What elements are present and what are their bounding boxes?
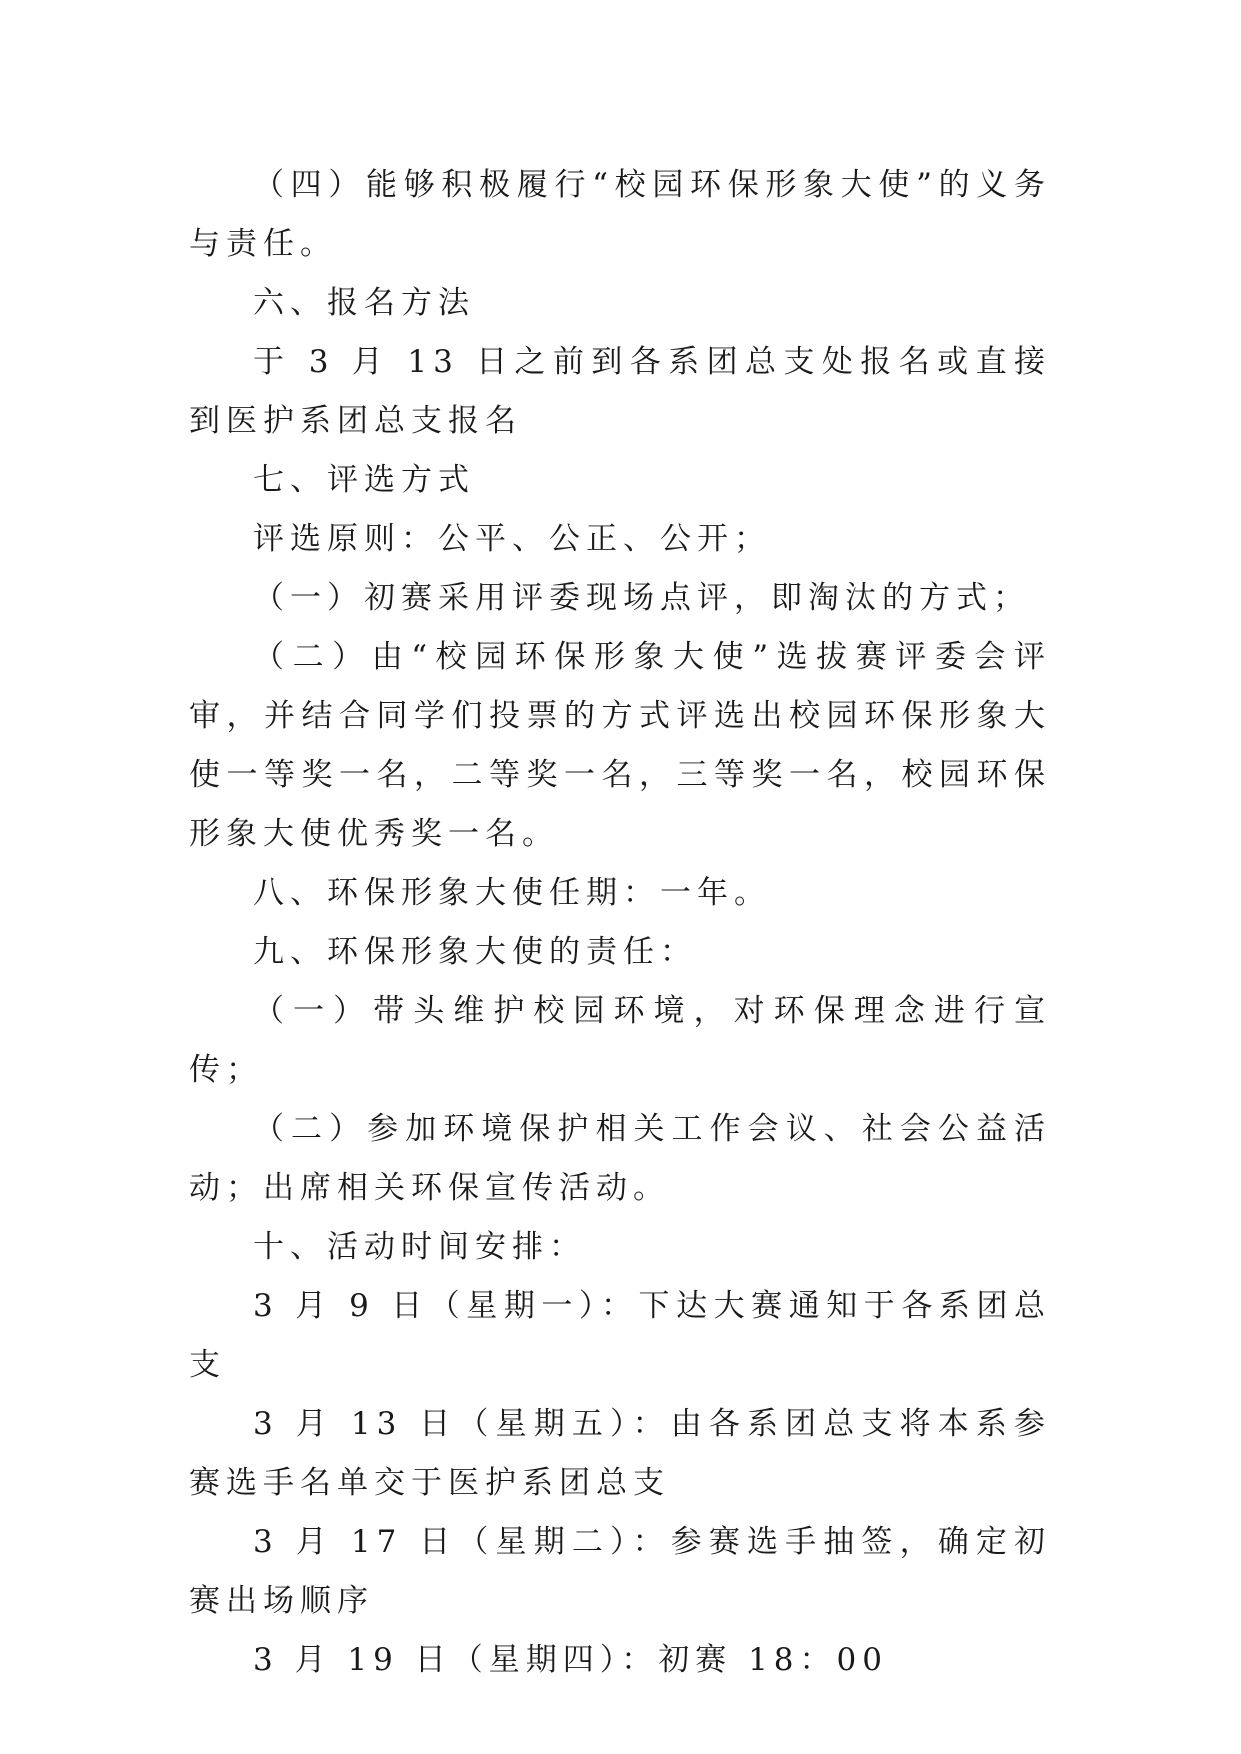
heading-registration-method: 六、报名方法 [253,285,475,321]
schedule-item: 3 月 19 日（星期四）：初赛 18：00 [253,1642,888,1678]
paragraph-responsibility-1: （一）带头维护校园环境，对环保理念进行宣传； [189,993,1051,1088]
schedule-item: 3 月 13 日（星期五）：由各系团总支将本系参赛选手名单交于医护系团总支 [189,1406,1051,1501]
paragraph-duty-4: （四）能够积极履行“校园环保形象大使”的义务与责任。 [189,167,1051,262]
paragraph-preliminary: （一）初赛采用评委现场点评，即淘汰的方式； [253,580,1030,616]
heading-term: 八、环保形象大使任期：一年。 [253,875,771,911]
schedule-item: 3 月 17 日（星期二）：参赛选手抽签，确定初赛出场顺序 [189,1524,1051,1619]
paragraph-selection-principle: 评选原则：公平、公正、公开； [253,521,771,557]
heading-selection-method: 七、评选方式 [253,462,475,498]
paragraph-registration: 于 3 月 13 日之前到各系团总支处报名或直接到医护系团总支报名 [189,344,1051,439]
document-body [189,156,1051,1690]
paragraph-judging: （二）由“校园环保形象大使”选拔赛评委会评审，并结合同学们投票的方式评选出校园环保形象大使一等奖一名，二等奖一名，三等奖一名，校园环保形象大使优秀奖一名。 [189,639,1051,852]
paragraph-responsibility-2: （二）参加环境保护相关工作会议、社会公益活动；出席相关环保宣传活动。 [189,1111,1051,1206]
heading-schedule: 十、活动时间安排： [253,1229,586,1265]
schedule-item: 3 月 9 日（星期一）：下达大赛通知于各系团总支 [189,1288,1051,1383]
heading-responsibilities: 九、环保形象大使的责任： [253,934,697,970]
